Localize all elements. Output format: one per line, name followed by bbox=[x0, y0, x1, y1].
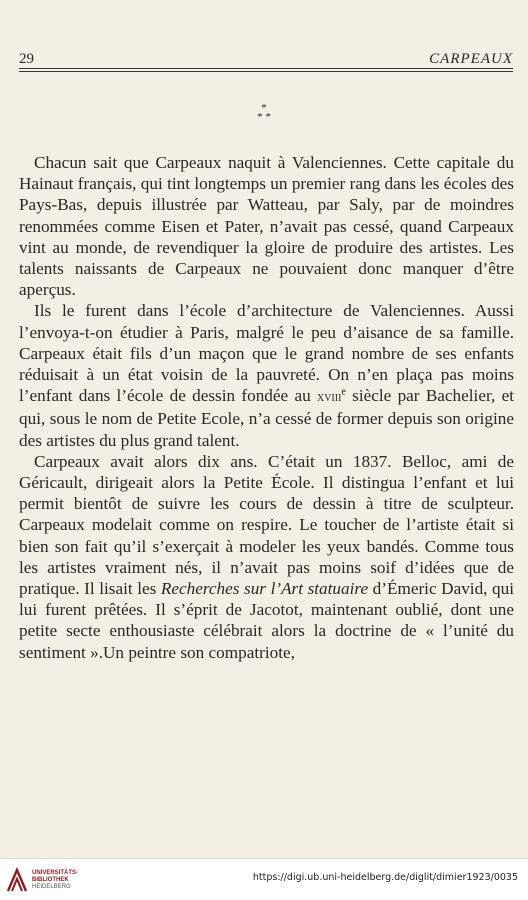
body-text bbox=[19, 152, 514, 663]
century-numeral: xviii bbox=[316, 390, 342, 406]
asterism-bottom: * * bbox=[257, 111, 271, 123]
header-rule-bottom bbox=[19, 71, 513, 72]
paragraph-2 bbox=[19, 300, 514, 450]
library-logo-icon bbox=[6, 867, 28, 893]
paragraph-3-part-a: Carpeaux avait alors dix ans. C’était un 1837. Belloc, ami de Géricault, dirigeait alors la Petite École. Il distingua l’enfant et lui permit bientôt de suivre les cours de dessin à titre de sculpteur. Carpeaux modelait comme on respire. Le toucher de l’artiste était si bien son fait qu’il s’exerçait à modeler les yeux bandés. Comme tous les artistes vraiment nés, il n’avait pas moins soif d’idées que de pratique. Il lisait les bbox=[19, 451, 514, 599]
asterism-ornament bbox=[0, 104, 528, 122]
logo-line-2: BIBLIOTHEK bbox=[32, 876, 69, 883]
paragraph-2-part-b: siècle par Bachelier, et qui, sous le nom de Petite Ecole, n’a cessé de former depuis son origine des artistes du plus grand talent. bbox=[19, 386, 514, 450]
running-header bbox=[19, 44, 513, 68]
header-rule-top bbox=[19, 68, 513, 69]
century-superscript: e bbox=[341, 386, 346, 398]
paragraph-3-part-b: d’Émeric David, qui lui furent prêtées. Il s’éprit de Jacotot, maintenant oublié, dont une petite secte enthousiaste célébrait alors la doctrine de « l’unité du sentiment ».Un peintre son compatriote, bbox=[19, 579, 514, 662]
page-number: 29 bbox=[19, 51, 34, 67]
library-logo[interactable] bbox=[6, 867, 78, 893]
logo-line-3: HEIDELBERG bbox=[32, 883, 71, 890]
running-title: CARPEAUX bbox=[429, 51, 513, 67]
asterism-top: * bbox=[261, 102, 267, 114]
book-title-italic: Recherches sur l’Art statuaire bbox=[160, 579, 369, 599]
library-logo-text bbox=[32, 870, 78, 891]
paragraph-2-part-a: Ils le furent dans l’école d’architecture de Valenciennes. Aussi l’envoya-t-on étudier à Paris, malgré le peu d’aisance de sa famille. Carpeaux était fils d’un maçon que le grand nombre de ses enfants réduisait à un état voisin de la pauvreté. On n’en plaça pas moins l’enfant dans l’école de dessin fondée au bbox=[19, 301, 514, 406]
viewer-footer bbox=[0, 858, 528, 900]
paragraph-1: Chacun sait que Carpeaux naquit à Valenciennes. Cette capitale du Hainaut français, qui tint longtemps un premier rang dans les écoles des Pays-Bas, depuis illustrée par Watteau, par Saly, par de moindres renommées comme Eisen et Pater, n’avait pas cessé, quand Carpeaux vint au monde, de revendiquer la gloire de produire des artistes. Les talents naissants de Carpeaux ne pouvaient donc manquer d’être aperçus. bbox=[19, 153, 514, 300]
paragraph-3 bbox=[19, 451, 514, 663]
logo-line-1: UNIVERSITÄTS- bbox=[32, 869, 79, 876]
permalink-url[interactable]: https://digi.ub.uni-heidelberg.de/diglit/dimier1923/0035 bbox=[252, 872, 518, 883]
